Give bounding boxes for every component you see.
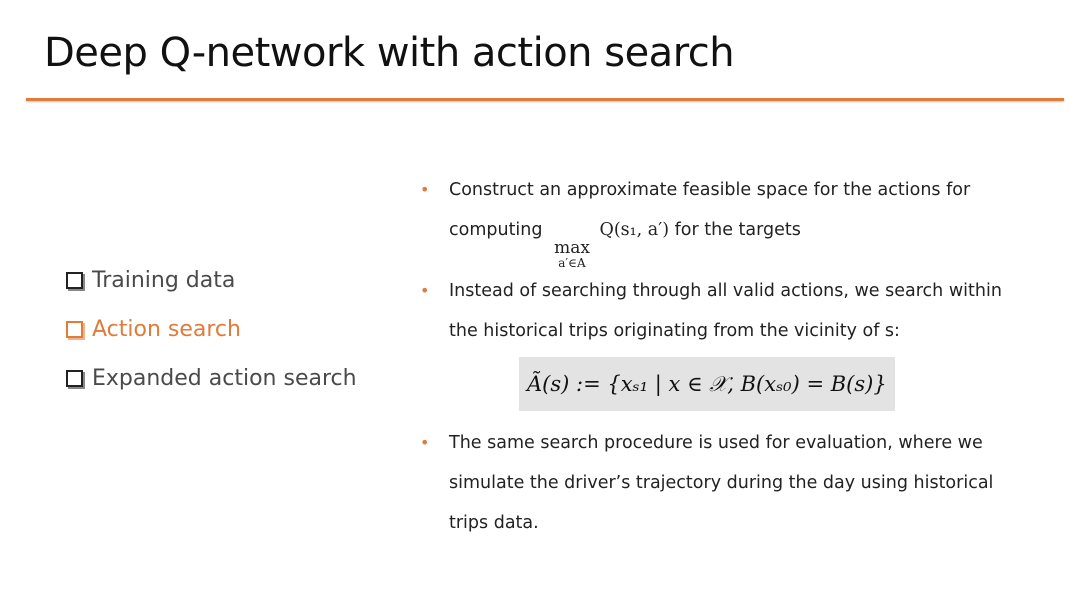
max-operator-subscript: a′∈A bbox=[558, 256, 586, 270]
bullet-dot-icon: • bbox=[420, 281, 430, 300]
bullet-text: for the targets bbox=[674, 220, 801, 240]
bullet-text-line: simulate the driver’s trajectory during the day using historical bbox=[449, 473, 994, 493]
agenda-item-expanded-action-search bbox=[66, 354, 357, 403]
max-operator-symbol: max bbox=[554, 238, 590, 258]
bullet-item bbox=[420, 271, 1040, 421]
agenda-item-action-search bbox=[66, 305, 357, 354]
agenda-item-label: Training data bbox=[92, 268, 236, 293]
checkbox-icon bbox=[66, 321, 83, 338]
agenda-item-label: Action search bbox=[92, 317, 241, 342]
checkbox-icon bbox=[66, 272, 83, 289]
bullet-text-line: Instead of searching through all valid actions, we search within bbox=[449, 281, 1002, 301]
agenda-item-label: Expanded action search bbox=[92, 366, 357, 391]
bullet-text-line: The same search procedure is used for evaluation, where we bbox=[449, 433, 983, 453]
agenda-list bbox=[66, 256, 357, 403]
slide-title: Deep Q-network with action search bbox=[44, 30, 735, 76]
max-operator bbox=[554, 240, 590, 269]
bullet-dot-icon: • bbox=[420, 433, 430, 452]
agenda-item-training-data bbox=[66, 256, 357, 305]
bullet-text-line: trips data. bbox=[449, 513, 539, 533]
bullet-dot-icon: • bbox=[420, 180, 430, 199]
checkbox-icon bbox=[66, 370, 83, 387]
bullet-text-line: the historical trips originating from the vicinity of s: bbox=[449, 321, 900, 341]
title-divider bbox=[26, 98, 1064, 101]
q-function-expression: Q(s₁, a′) bbox=[599, 220, 670, 240]
bullet-item bbox=[420, 423, 1040, 543]
bullet-text: computing bbox=[449, 220, 543, 240]
bullet-text-line: Construct an approximate feasible space for the actions for bbox=[449, 180, 971, 200]
bullet-item bbox=[420, 170, 1040, 269]
action-space-formula: Ã(s) := {xₛ₁ | x ∈ 𝒳, B(xₛ₀) = B(s)} bbox=[519, 357, 895, 411]
bullet-list bbox=[420, 170, 1040, 545]
bullet-text-line bbox=[449, 210, 1040, 269]
